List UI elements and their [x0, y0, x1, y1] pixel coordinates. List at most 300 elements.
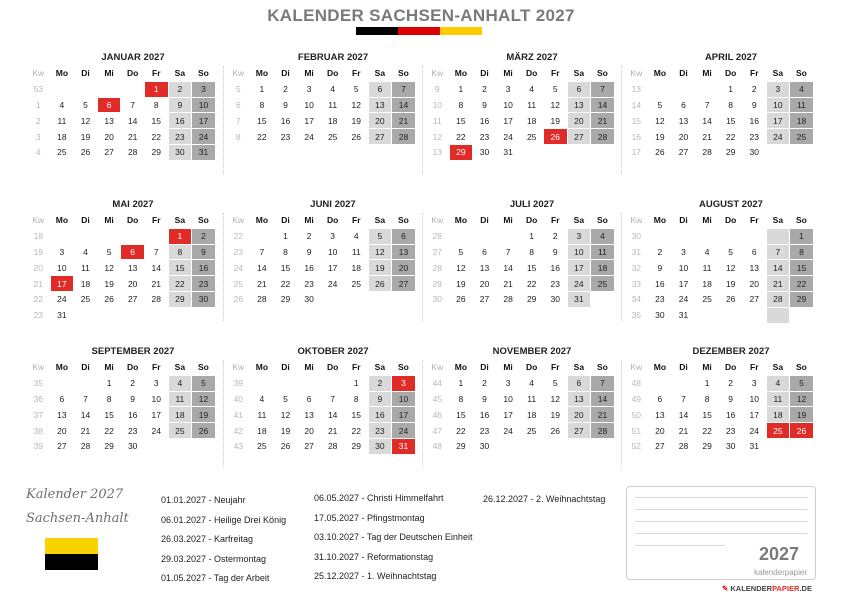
day-cell: 2	[369, 376, 392, 391]
week-row	[227, 113, 415, 128]
day-cell: 11	[527, 393, 537, 404]
day-cell: 3	[59, 246, 65, 257]
weekday-header: Mo	[55, 68, 69, 79]
day-cell: 5	[106, 246, 112, 257]
day-cell: 23	[749, 131, 759, 142]
day-cell: 11	[328, 99, 338, 110]
day-cell: 7	[704, 99, 710, 110]
holiday-item: 06.05.2027 - Christi Himmelfahrt	[314, 493, 444, 503]
day-cell	[321, 292, 344, 307]
week-row	[625, 129, 813, 144]
weekday-header: Mo	[255, 215, 269, 226]
month-calendar	[425, 197, 615, 308]
weekday-header: Fr	[352, 362, 361, 373]
weekday-header: Do	[327, 68, 339, 79]
weekday-header: Di	[679, 68, 688, 79]
weekday-header: Mi	[304, 362, 314, 373]
weekday-header: Kw	[630, 362, 643, 373]
day-cell: 27	[568, 129, 591, 144]
day-cell: 2	[751, 84, 757, 95]
weekday-header: Do	[725, 215, 737, 226]
day-cell: 25	[526, 425, 537, 436]
day-cell: 21	[127, 131, 138, 142]
day-cell: 4	[790, 82, 813, 97]
flag-stripe-red	[398, 27, 440, 35]
day-cell: 8	[153, 99, 159, 110]
week-row	[27, 229, 215, 244]
day-cell	[51, 376, 74, 391]
weekday-header: Fr	[750, 215, 759, 226]
day-cell: 8	[283, 246, 288, 257]
day-cell	[74, 229, 97, 244]
day-cell	[568, 439, 591, 454]
week-number: 48	[631, 378, 642, 389]
day-cell: 19	[280, 425, 291, 436]
month-calendar	[624, 197, 814, 324]
week-row	[426, 423, 614, 438]
day-cell: 11	[257, 409, 267, 420]
weekday-header: So	[796, 215, 807, 226]
day-cell: 19	[725, 278, 736, 289]
day-cell	[719, 229, 742, 244]
day-cell: 1	[529, 231, 535, 242]
day-cell: 13	[479, 262, 490, 273]
column-divider	[223, 213, 224, 321]
month-name: APRIL 2027	[704, 52, 758, 63]
month-table	[26, 65, 216, 161]
day-cell: 23	[479, 425, 490, 436]
day-cell	[121, 229, 144, 244]
day-cell: 11	[591, 245, 614, 260]
holiday-day: 31	[392, 439, 415, 454]
week-number: 42	[233, 425, 244, 436]
day-cell: 20	[369, 113, 392, 128]
day-cell	[121, 82, 144, 97]
day-cell: 28	[257, 294, 267, 305]
day-cell	[649, 229, 672, 244]
day-cell: 24	[749, 425, 759, 436]
month-table	[26, 212, 216, 324]
day-cell: 6	[392, 229, 415, 244]
day-cell: 13	[369, 98, 392, 113]
day-cell: 22	[526, 278, 537, 289]
day-cell: 2	[306, 231, 312, 242]
day-cell: 29	[526, 294, 537, 305]
brand-mark-icon: ✎	[722, 584, 729, 593]
day-cell: 5	[552, 378, 558, 389]
day-cell: 13	[127, 262, 138, 273]
day-cell: 27	[392, 276, 415, 291]
day-cell: 5	[369, 229, 392, 244]
week-number: 43	[233, 441, 244, 452]
day-cell: 2	[169, 82, 192, 97]
weekday-header: Sa	[374, 68, 386, 79]
day-cell: 12	[456, 262, 466, 273]
day-cell: 3	[767, 82, 790, 97]
week-number: 7	[235, 115, 241, 126]
weekday-header: Sa	[174, 215, 186, 226]
day-cell: 10	[568, 245, 591, 260]
day-cell: 9	[369, 392, 392, 407]
holiday-item: 06.01.2027 - Heilige Drei König	[161, 514, 287, 525]
day-cell: 8	[790, 245, 813, 260]
week-number: 48	[432, 441, 443, 452]
week-number: 39	[33, 441, 44, 452]
day-cell	[790, 145, 813, 160]
holiday-list-col1	[161, 491, 286, 589]
month-table	[226, 212, 416, 308]
day-cell: 15	[257, 115, 267, 126]
day-cell: 3	[153, 378, 159, 389]
day-cell: 25	[526, 131, 537, 142]
day-cell: 18	[351, 262, 361, 273]
day-cell: 1	[353, 378, 359, 389]
day-cell: 13	[568, 98, 591, 113]
day-cell: 21	[80, 425, 91, 436]
week-row	[27, 392, 215, 407]
day-cell: 12	[104, 262, 114, 273]
weekday-header: Kw	[32, 362, 45, 373]
day-cell: 16	[169, 113, 192, 128]
day-cell: 14	[327, 409, 338, 420]
week-row	[625, 113, 813, 128]
day-cell: 11	[351, 246, 361, 257]
weekday-header: So	[198, 68, 209, 79]
weekday-header: Mi	[503, 68, 513, 79]
day-cell: 14	[503, 262, 513, 273]
day-cell: 16	[749, 115, 759, 126]
week-number: 1	[35, 99, 41, 110]
day-cell: 9	[306, 246, 312, 257]
day-cell: 14	[767, 260, 790, 275]
day-cell: 2	[130, 378, 136, 389]
week-number: 14	[631, 99, 642, 110]
day-cell: 10	[57, 262, 67, 273]
weekday-header: So	[597, 215, 608, 226]
day-cell	[591, 145, 614, 160]
week-row	[27, 98, 215, 113]
day-cell: 3	[568, 229, 591, 244]
day-cell: 1	[458, 84, 464, 95]
day-cell: 14	[127, 115, 138, 126]
week-number: 30	[631, 231, 642, 242]
day-cell: 27	[304, 441, 314, 452]
week-number: 49	[631, 393, 642, 404]
day-cell: 20	[479, 278, 490, 289]
weekday-header: Mo	[653, 362, 667, 373]
weekday-header: Fr	[551, 68, 560, 79]
week-number: 29	[432, 278, 443, 289]
day-cell: 23	[192, 276, 215, 291]
day-cell: 9	[552, 246, 558, 257]
day-cell: 31	[568, 292, 591, 307]
day-cell: 24	[327, 278, 338, 289]
week-number: 44	[432, 378, 443, 389]
holiday-day: 26	[544, 129, 567, 144]
day-cell: 1	[790, 229, 813, 244]
day-cell: 10	[327, 246, 338, 257]
week-row	[27, 376, 215, 391]
day-cell	[696, 308, 719, 323]
holiday-item: 03.10.2027 - Tag der Deutschen Einheit	[314, 532, 473, 542]
day-cell	[672, 82, 695, 97]
week-row	[625, 376, 813, 391]
day-cell: 19	[790, 407, 813, 422]
holiday-item: 26.03.2027 - Karfreitag	[161, 534, 254, 544]
day-cell: 15	[456, 115, 466, 126]
month-table	[226, 65, 416, 145]
day-cell: 14	[151, 262, 161, 273]
day-cell: 17	[503, 409, 513, 420]
weekday-header: Mi	[104, 215, 114, 226]
month-name: MAI 2027	[112, 199, 154, 210]
week-number: 13	[631, 84, 642, 95]
day-cell: 3	[505, 84, 511, 95]
weekday-header: Fr	[152, 68, 161, 79]
weekday-header: Sa	[174, 362, 186, 373]
month-calendar	[26, 344, 216, 455]
weekday-header: Mo	[255, 68, 269, 79]
day-cell: 3	[192, 82, 215, 97]
day-cell: 21	[767, 276, 790, 291]
week-number: 11	[432, 115, 442, 126]
day-cell	[345, 292, 368, 307]
day-cell: 21	[327, 425, 338, 436]
day-cell: 30	[192, 292, 215, 307]
weekday-header: Fr	[152, 362, 161, 373]
weekday-header: Do	[526, 215, 538, 226]
day-cell	[274, 376, 297, 391]
day-cell: 3	[306, 84, 312, 95]
day-cell: 14	[392, 98, 415, 113]
week-row	[625, 145, 813, 160]
day-cell: 1	[728, 84, 734, 95]
day-cell: 28	[767, 292, 790, 307]
day-cell: 23	[169, 129, 192, 144]
week-row	[625, 407, 813, 422]
day-cell: 27	[104, 147, 114, 158]
holiday-item: 25.12.2027 - 1. Weihnachtstag	[314, 571, 437, 581]
week-number: 35	[631, 310, 642, 321]
day-cell: 30	[655, 310, 665, 321]
day-cell: 16	[479, 409, 490, 420]
month-table	[624, 65, 814, 161]
week-number: 6	[235, 99, 241, 110]
day-cell: 19	[351, 115, 361, 126]
day-cell: 13	[304, 409, 314, 420]
day-cell: 13	[655, 409, 665, 420]
day-cell: 20	[655, 425, 665, 436]
day-cell	[121, 308, 144, 323]
day-cell: 5	[657, 99, 663, 110]
weekday-header: Mi	[702, 215, 712, 226]
holiday-item: 31.10.2027 - Reformationstag	[314, 551, 434, 562]
day-cell: 30	[369, 439, 392, 454]
day-cell: 31	[749, 441, 759, 452]
day-cell: 10	[192, 98, 215, 113]
day-cell: 15	[725, 115, 736, 126]
day-cell: 17	[151, 409, 161, 420]
weekday-header: Di	[679, 362, 688, 373]
day-cell: 11	[81, 262, 90, 273]
day-cell: 26	[550, 425, 560, 436]
week-row	[625, 423, 813, 438]
day-cell: 25	[57, 147, 67, 158]
week-number: 16	[631, 131, 642, 142]
weekday-header: Sa	[573, 68, 585, 79]
day-cell: 23	[479, 131, 490, 142]
weekday-header: Fr	[352, 68, 361, 79]
day-cell: 8	[353, 393, 359, 404]
weekday-header: Do	[526, 362, 538, 373]
day-cell: 9	[192, 245, 215, 260]
day-cell: 21	[702, 131, 712, 142]
week-number: 30	[432, 294, 443, 305]
day-cell: 29	[351, 441, 361, 452]
day-cell: 19	[369, 260, 392, 275]
day-cell: 26	[192, 423, 215, 438]
day-cell: 9	[657, 262, 663, 273]
day-cell: 14	[257, 262, 267, 273]
day-cell: 8	[728, 99, 734, 110]
holiday-day: 1	[169, 229, 192, 244]
month-table	[26, 359, 216, 455]
day-cell: 4	[59, 99, 65, 110]
weekday-header: Di	[81, 362, 90, 373]
week-number: 41	[233, 409, 244, 420]
weekday-header: Do	[725, 68, 737, 79]
day-cell	[719, 308, 742, 323]
week-row	[625, 392, 813, 407]
day-cell: 15	[790, 260, 813, 275]
week-row	[227, 392, 415, 407]
day-cell: 8	[259, 99, 265, 110]
day-cell: 23	[725, 425, 736, 436]
weekday-header: Kw	[32, 215, 45, 226]
weekday-header: Di	[480, 362, 489, 373]
day-cell: 25	[80, 294, 91, 305]
day-cell: 6	[369, 82, 392, 97]
weekday-header: Mo	[454, 68, 468, 79]
day-cell: 15	[151, 115, 161, 126]
day-cell: 5	[83, 99, 88, 110]
day-cell: 17	[392, 407, 415, 422]
week-row	[227, 423, 415, 438]
day-cell: 27	[479, 294, 490, 305]
day-cell: 7	[330, 393, 336, 404]
week-number: 28	[432, 262, 443, 273]
day-cell: 20	[392, 260, 415, 275]
day-cell	[169, 439, 192, 454]
day-cell: 31	[678, 310, 689, 321]
week-number: 8	[235, 131, 241, 142]
weekday-header: Kw	[630, 68, 643, 79]
weekday-header: Di	[281, 362, 290, 373]
day-cell: 4	[529, 378, 535, 389]
column-divider	[223, 66, 224, 174]
day-cell: 15	[351, 409, 361, 420]
day-cell: 15	[104, 409, 114, 420]
week-number: 17	[631, 147, 642, 158]
week-number: 5	[235, 84, 241, 95]
day-cell	[497, 229, 520, 244]
weekday-header: So	[398, 68, 409, 79]
day-cell: 28	[591, 423, 614, 438]
week-row	[426, 245, 614, 260]
weekday-header: Kw	[431, 362, 444, 373]
day-cell	[145, 439, 168, 454]
day-cell: 10	[151, 393, 161, 404]
day-cell: 8	[458, 393, 464, 404]
day-cell: 11	[767, 392, 790, 407]
day-cell: 15	[169, 260, 192, 275]
week-number: 34	[631, 294, 642, 305]
week-number: 50	[631, 409, 642, 420]
week-row	[625, 245, 813, 260]
weekday-header: Di	[81, 215, 90, 226]
weekday-header: So	[796, 68, 807, 79]
day-cell: 22	[169, 276, 192, 291]
day-cell: 7	[591, 82, 614, 97]
week-number: 4	[35, 147, 41, 158]
day-cell: 26	[80, 147, 91, 158]
day-cell: 23	[127, 425, 138, 436]
month-calendar	[26, 197, 216, 324]
day-cell: 18	[327, 115, 338, 126]
weekday-header: Sa	[374, 215, 386, 226]
day-cell	[649, 376, 672, 391]
day-cell: 27	[655, 441, 665, 452]
day-cell: 8	[169, 245, 192, 260]
week-number: 22	[33, 294, 44, 305]
weekday-header: So	[597, 362, 608, 373]
script-title-line2: Sachsen-Anhalt	[26, 511, 129, 526]
week-row	[426, 276, 614, 291]
week-row	[426, 392, 614, 407]
week-row	[227, 292, 415, 307]
day-cell: 22	[790, 276, 813, 291]
day-cell: 21	[591, 407, 614, 422]
day-cell: 7	[83, 393, 88, 404]
weekday-header: Do	[127, 68, 139, 79]
day-cell: 30	[304, 294, 314, 305]
week-number: 15	[631, 115, 642, 126]
day-cell: 28	[678, 441, 689, 452]
day-cell: 19	[80, 131, 91, 142]
day-cell: 9	[751, 99, 757, 110]
day-cell: 12	[655, 115, 665, 126]
day-cell: 15	[526, 262, 537, 273]
day-cell: 3	[681, 246, 686, 257]
weekday-header: Kw	[32, 68, 45, 79]
day-cell: 22	[104, 425, 114, 436]
holiday-day: 25	[767, 423, 790, 438]
weekday-header: Di	[281, 215, 290, 226]
day-cell: 25	[790, 129, 813, 144]
column-divider	[422, 66, 423, 174]
day-cell: 22	[280, 278, 291, 289]
day-cell: 23	[550, 278, 560, 289]
day-cell: 24	[767, 129, 790, 144]
day-cell: 30	[479, 147, 490, 158]
day-cell: 6	[482, 246, 487, 257]
day-cell	[520, 145, 543, 160]
week-row	[625, 439, 813, 454]
day-cell: 18	[790, 113, 813, 128]
week-row	[426, 292, 614, 307]
day-cell	[321, 376, 344, 391]
week-row	[27, 308, 215, 323]
